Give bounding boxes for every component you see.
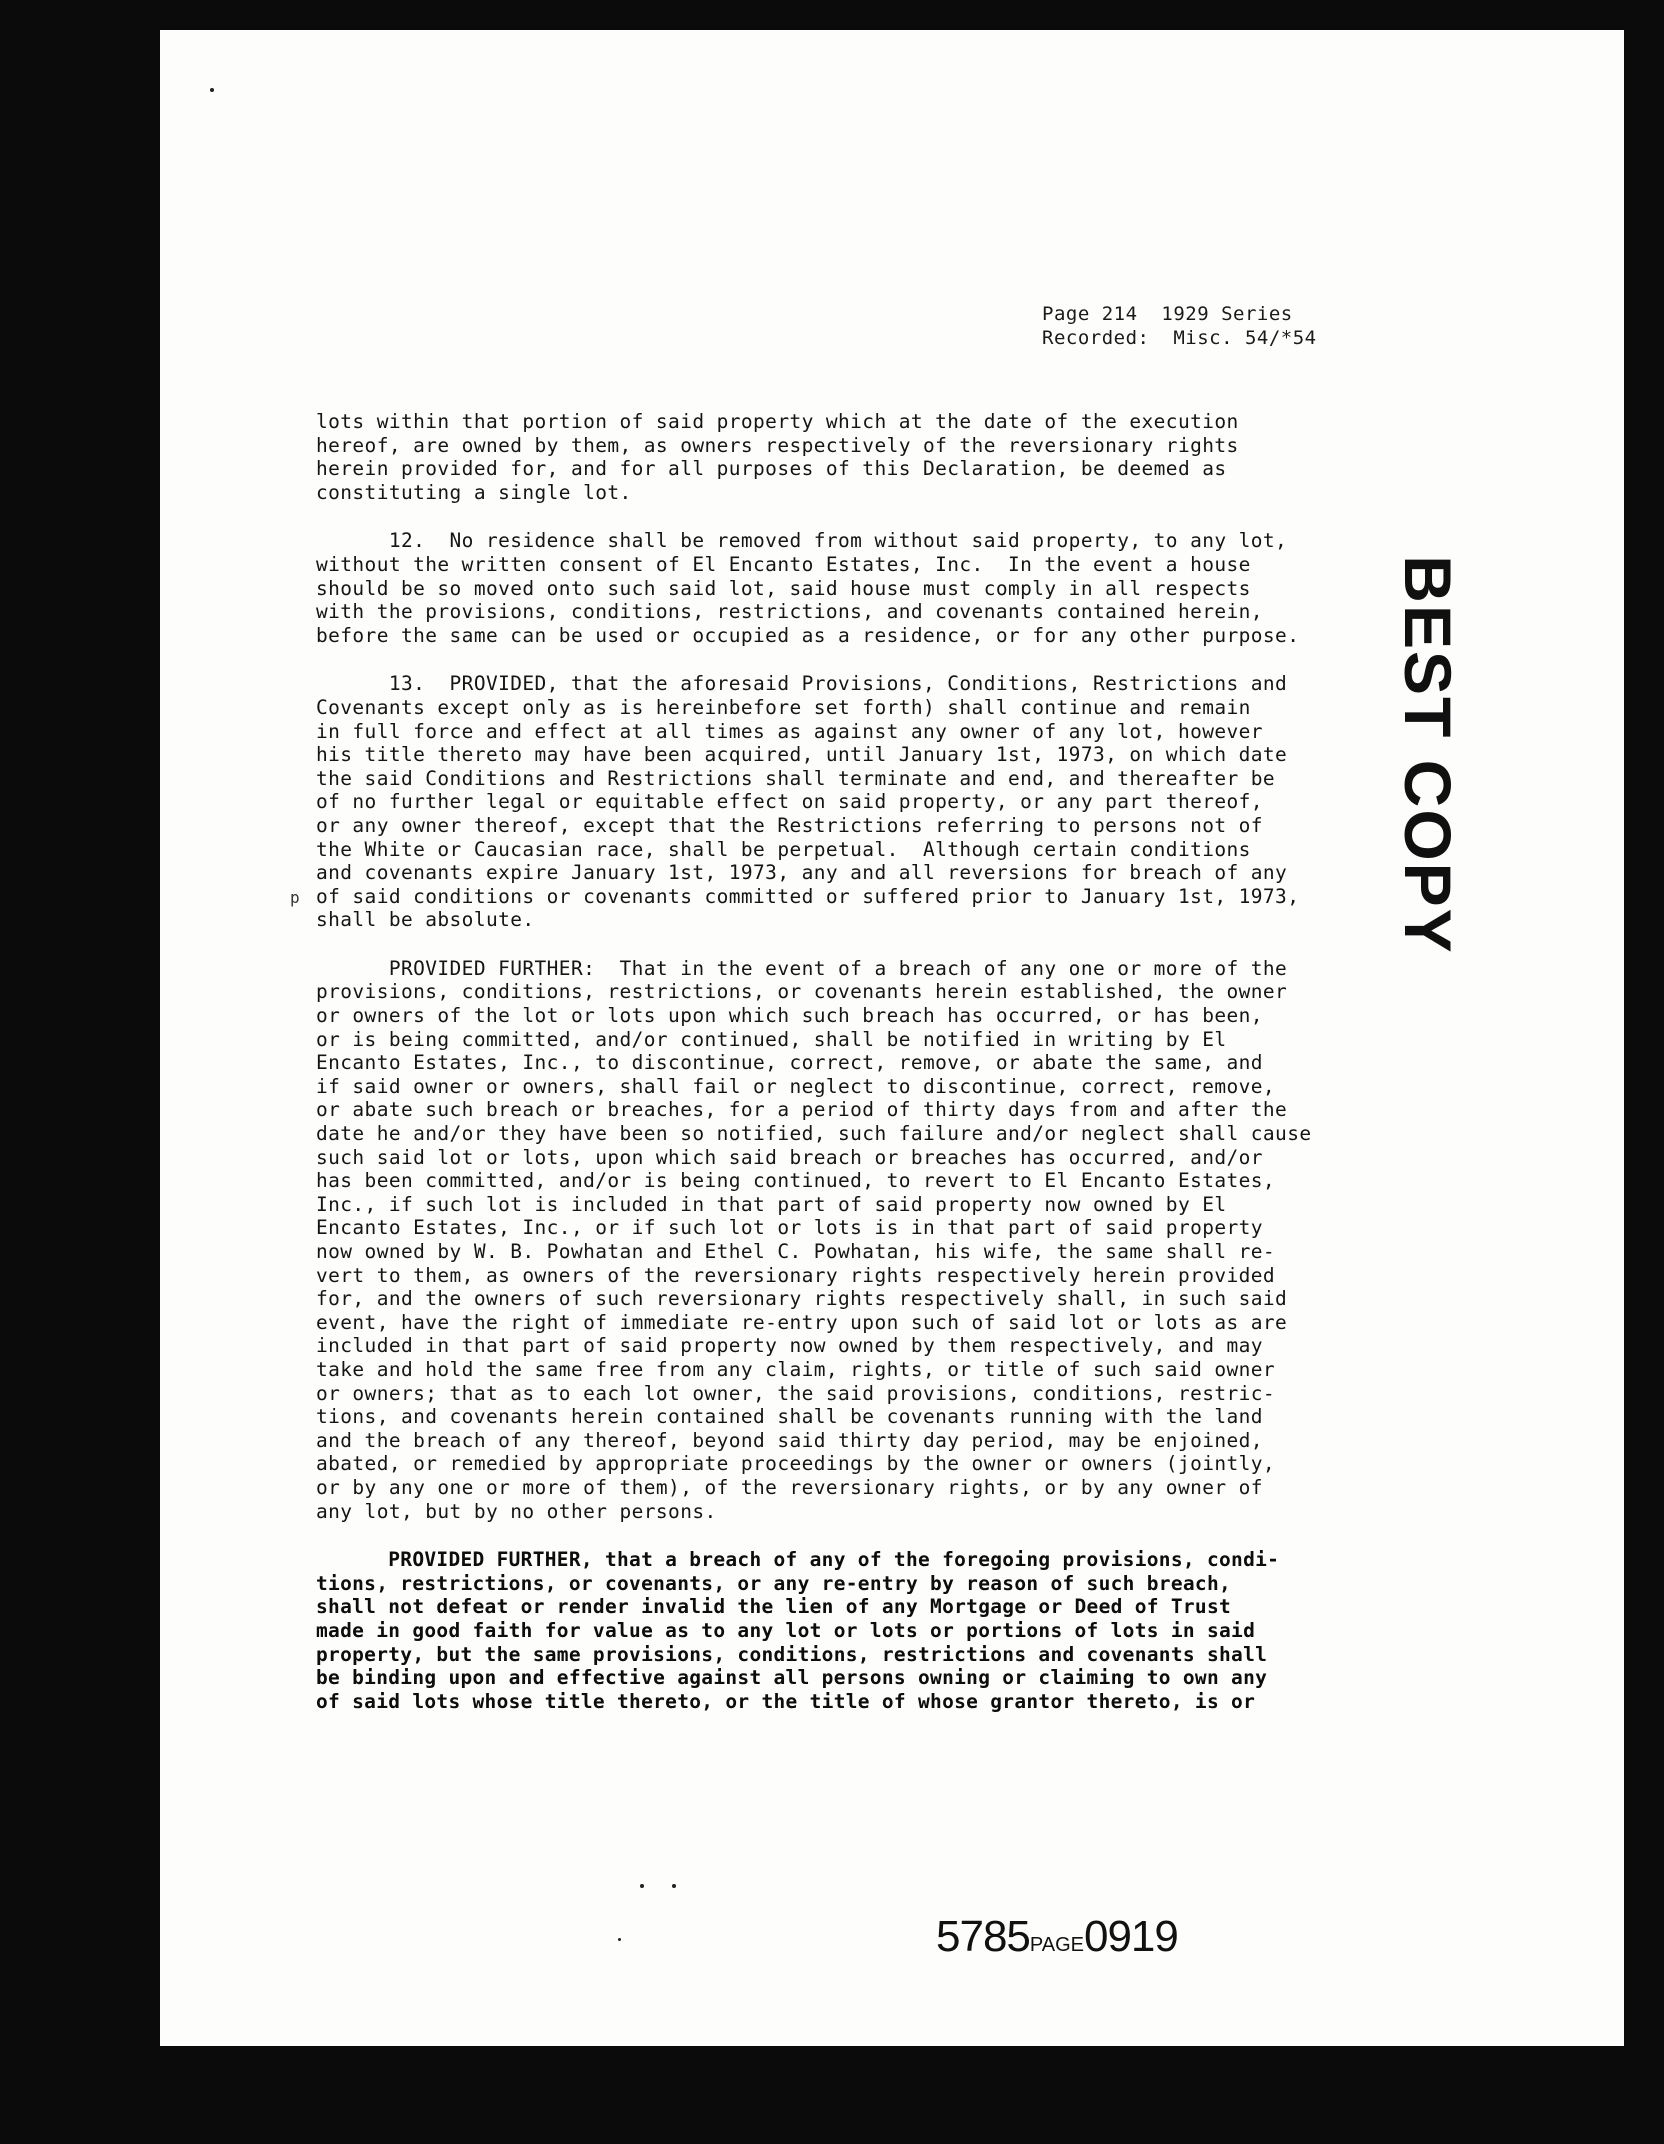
text-line: or abate such breach or breaches, for a period of thirty days from and after the bbox=[316, 1098, 1288, 1122]
text-line: such said lot or lots, upon which said breach or breaches has occurred, and/or bbox=[316, 1145, 1263, 1169]
scan-speck bbox=[672, 1884, 676, 1888]
text-line: Encanto Estates, Inc., or if such lot or lots is in that part of said property bbox=[316, 1216, 1263, 1240]
text-line: tions, restrictions, or covenants, or any re-entry by reason of such breach, bbox=[316, 1571, 1232, 1595]
text-line: in full force and effect at all times as against any owner of any lot, however bbox=[316, 719, 1263, 743]
text-line: without the written consent of El Encanto Estates, Inc. In the event a house bbox=[316, 552, 1251, 576]
text-line: or is being committed, and/or continued, shall be notified in writing by El bbox=[316, 1027, 1227, 1051]
text-line: or owners; that as to each lot owner, the said provisions, conditions, restric- bbox=[316, 1381, 1276, 1405]
best-copy-stamp bbox=[1388, 555, 1468, 955]
text-line: or owners of the lot or lots upon which such breach has occurred, or has been, bbox=[316, 1004, 1263, 1028]
text-line: PROVIDED FURTHER, that a breach of any of the foregoing provisions, condi- bbox=[316, 1548, 1280, 1572]
text-line: take and hold the same free from any claim, rights, or title of such said owner bbox=[316, 1357, 1276, 1381]
scan-speck bbox=[640, 1884, 644, 1888]
margin-mark: p bbox=[290, 888, 300, 907]
text-line: be binding upon and effective against all persons owning or claiming to own any bbox=[316, 1666, 1268, 1690]
text-line: herein provided for, and for all purposes of this Declaration, be deemed as bbox=[316, 457, 1227, 481]
paragraph-1 bbox=[316, 410, 1386, 504]
stamp-text: BEST COPY bbox=[1391, 555, 1465, 955]
text-line: the said Conditions and Restrictions shall terminate and end, and thereafter be bbox=[316, 766, 1276, 790]
text-line: and covenants expire January 1st, 1973, any and all reversions for breach of any bbox=[316, 861, 1288, 885]
scan-speck bbox=[618, 1938, 621, 1941]
book-number: 5785 bbox=[936, 1912, 1030, 1961]
text-line: 12. No residence shall be removed from without said property, to any lot, bbox=[316, 529, 1288, 553]
recorded-line: Recorded: Misc. 54/*54 bbox=[1042, 327, 1317, 349]
text-line: Inc., if such lot is included in that part of said property now owned by El bbox=[316, 1192, 1227, 1216]
text-line: his title thereto may have been acquired, until January 1st, 1973, on which date bbox=[316, 743, 1288, 767]
text-line: should be so moved onto such said lot, said house must comply in all respects bbox=[316, 576, 1251, 600]
text-line: PROVIDED FURTHER: That in the event of a breach of any one or more of the bbox=[316, 956, 1288, 980]
text-line: date he and/or they have been so notified, such failure and/or neglect shall cause bbox=[316, 1122, 1312, 1146]
paragraph-5 bbox=[316, 1548, 1386, 1713]
text-line: any lot, but by no other persons. bbox=[316, 1499, 717, 1523]
text-line: event, have the right of immediate re-entry upon such of said lot or lots as are bbox=[316, 1310, 1288, 1334]
series-line: Page 214 1929 Series bbox=[1042, 303, 1293, 325]
text-line: property, but the same provisions, conditions, restrictions and covenants shall bbox=[316, 1642, 1268, 1666]
text-line: vert to them, as owners of the reversionary rights respectively herein provided bbox=[316, 1263, 1276, 1287]
text-line: with the provisions, conditions, restrictions, and covenants contained herein, bbox=[316, 600, 1263, 624]
text-line: constituting a single lot. bbox=[316, 480, 632, 504]
text-line: shall be absolute. bbox=[316, 908, 535, 932]
text-line: of said lots whose title thereto, or the title of whose grantor thereto, is or bbox=[316, 1689, 1256, 1713]
text-line: for, and the owners of such reversionary rights respectively shall, in such said bbox=[316, 1287, 1288, 1311]
text-line: or by any one or more of them), of the reversionary rights, or by any owner of bbox=[316, 1475, 1263, 1499]
text-line: now owned by W. B. Powhatan and Ethel C. Powhatan, his wife, the same shall re- bbox=[316, 1240, 1276, 1263]
text-line: abated, or remedied by appropriate proceedings by the owner or owners (jointly, bbox=[316, 1452, 1276, 1476]
text-line: Covenants except only as is hereinbefore set forth) shall continue and remain bbox=[316, 695, 1251, 719]
book-page-number bbox=[936, 1912, 1178, 1962]
text-line: or any owner thereof, except that the Restrictions referring to persons not of bbox=[316, 813, 1263, 837]
text-line: made in good faith for value as to any lot or lots or portions of lots in said bbox=[316, 1618, 1256, 1642]
paragraph-2 bbox=[316, 529, 1386, 647]
paragraph-4 bbox=[316, 957, 1386, 1523]
paragraph-3 bbox=[316, 672, 1386, 932]
scan-speck bbox=[210, 88, 214, 92]
text-line: and the breach of any thereof, beyond said thirty day period, may be enjoined, bbox=[316, 1428, 1263, 1452]
text-line: shall not defeat or render invalid the lien of any Mortgage or Deed of Trust bbox=[316, 1595, 1232, 1619]
text-line: tions, and covenants herein contained shall be covenants running with the land bbox=[316, 1405, 1263, 1429]
text-line: of said conditions or covenants committed or suffered prior to January 1st, 1973, bbox=[316, 884, 1300, 908]
text-line: if said owner or owners, shall fail or neglect to discontinue, correct, remove, bbox=[316, 1074, 1276, 1098]
text-line: 13. PROVIDED, that the aforesaid Provisions, Conditions, Restrictions and bbox=[316, 672, 1288, 696]
text-line: Encanto Estates, Inc., to discontinue, correct, remove, or abate the same, and bbox=[316, 1051, 1263, 1075]
text-line: lots within that portion of said property which at the date of the execution bbox=[316, 410, 1239, 433]
text-line: the White or Caucasian race, shall be perpetual. Although certain conditions bbox=[316, 837, 1251, 861]
text-line: included in that part of said property now owned by them respectively, and may bbox=[316, 1334, 1263, 1358]
page-label: PAGE bbox=[1029, 1934, 1084, 1956]
text-line: has been committed, and/or is being continued, to revert to El Encanto Estates, bbox=[316, 1169, 1276, 1193]
text-line: of no further legal or equitable effect on said property, or any part thereof, bbox=[316, 790, 1263, 814]
text-line: provisions, conditions, restrictions, or covenants herein established, the owner bbox=[316, 980, 1288, 1004]
recording-reference bbox=[1042, 302, 1317, 350]
page-number: 0919 bbox=[1083, 1912, 1178, 1961]
text-line: hereof, are owned by them, as owners respectively of the reversionary rights bbox=[316, 433, 1239, 457]
document-body bbox=[316, 410, 1386, 1738]
text-line: before the same can be used or occupied as a residence, or for any other purpose. bbox=[316, 623, 1300, 647]
